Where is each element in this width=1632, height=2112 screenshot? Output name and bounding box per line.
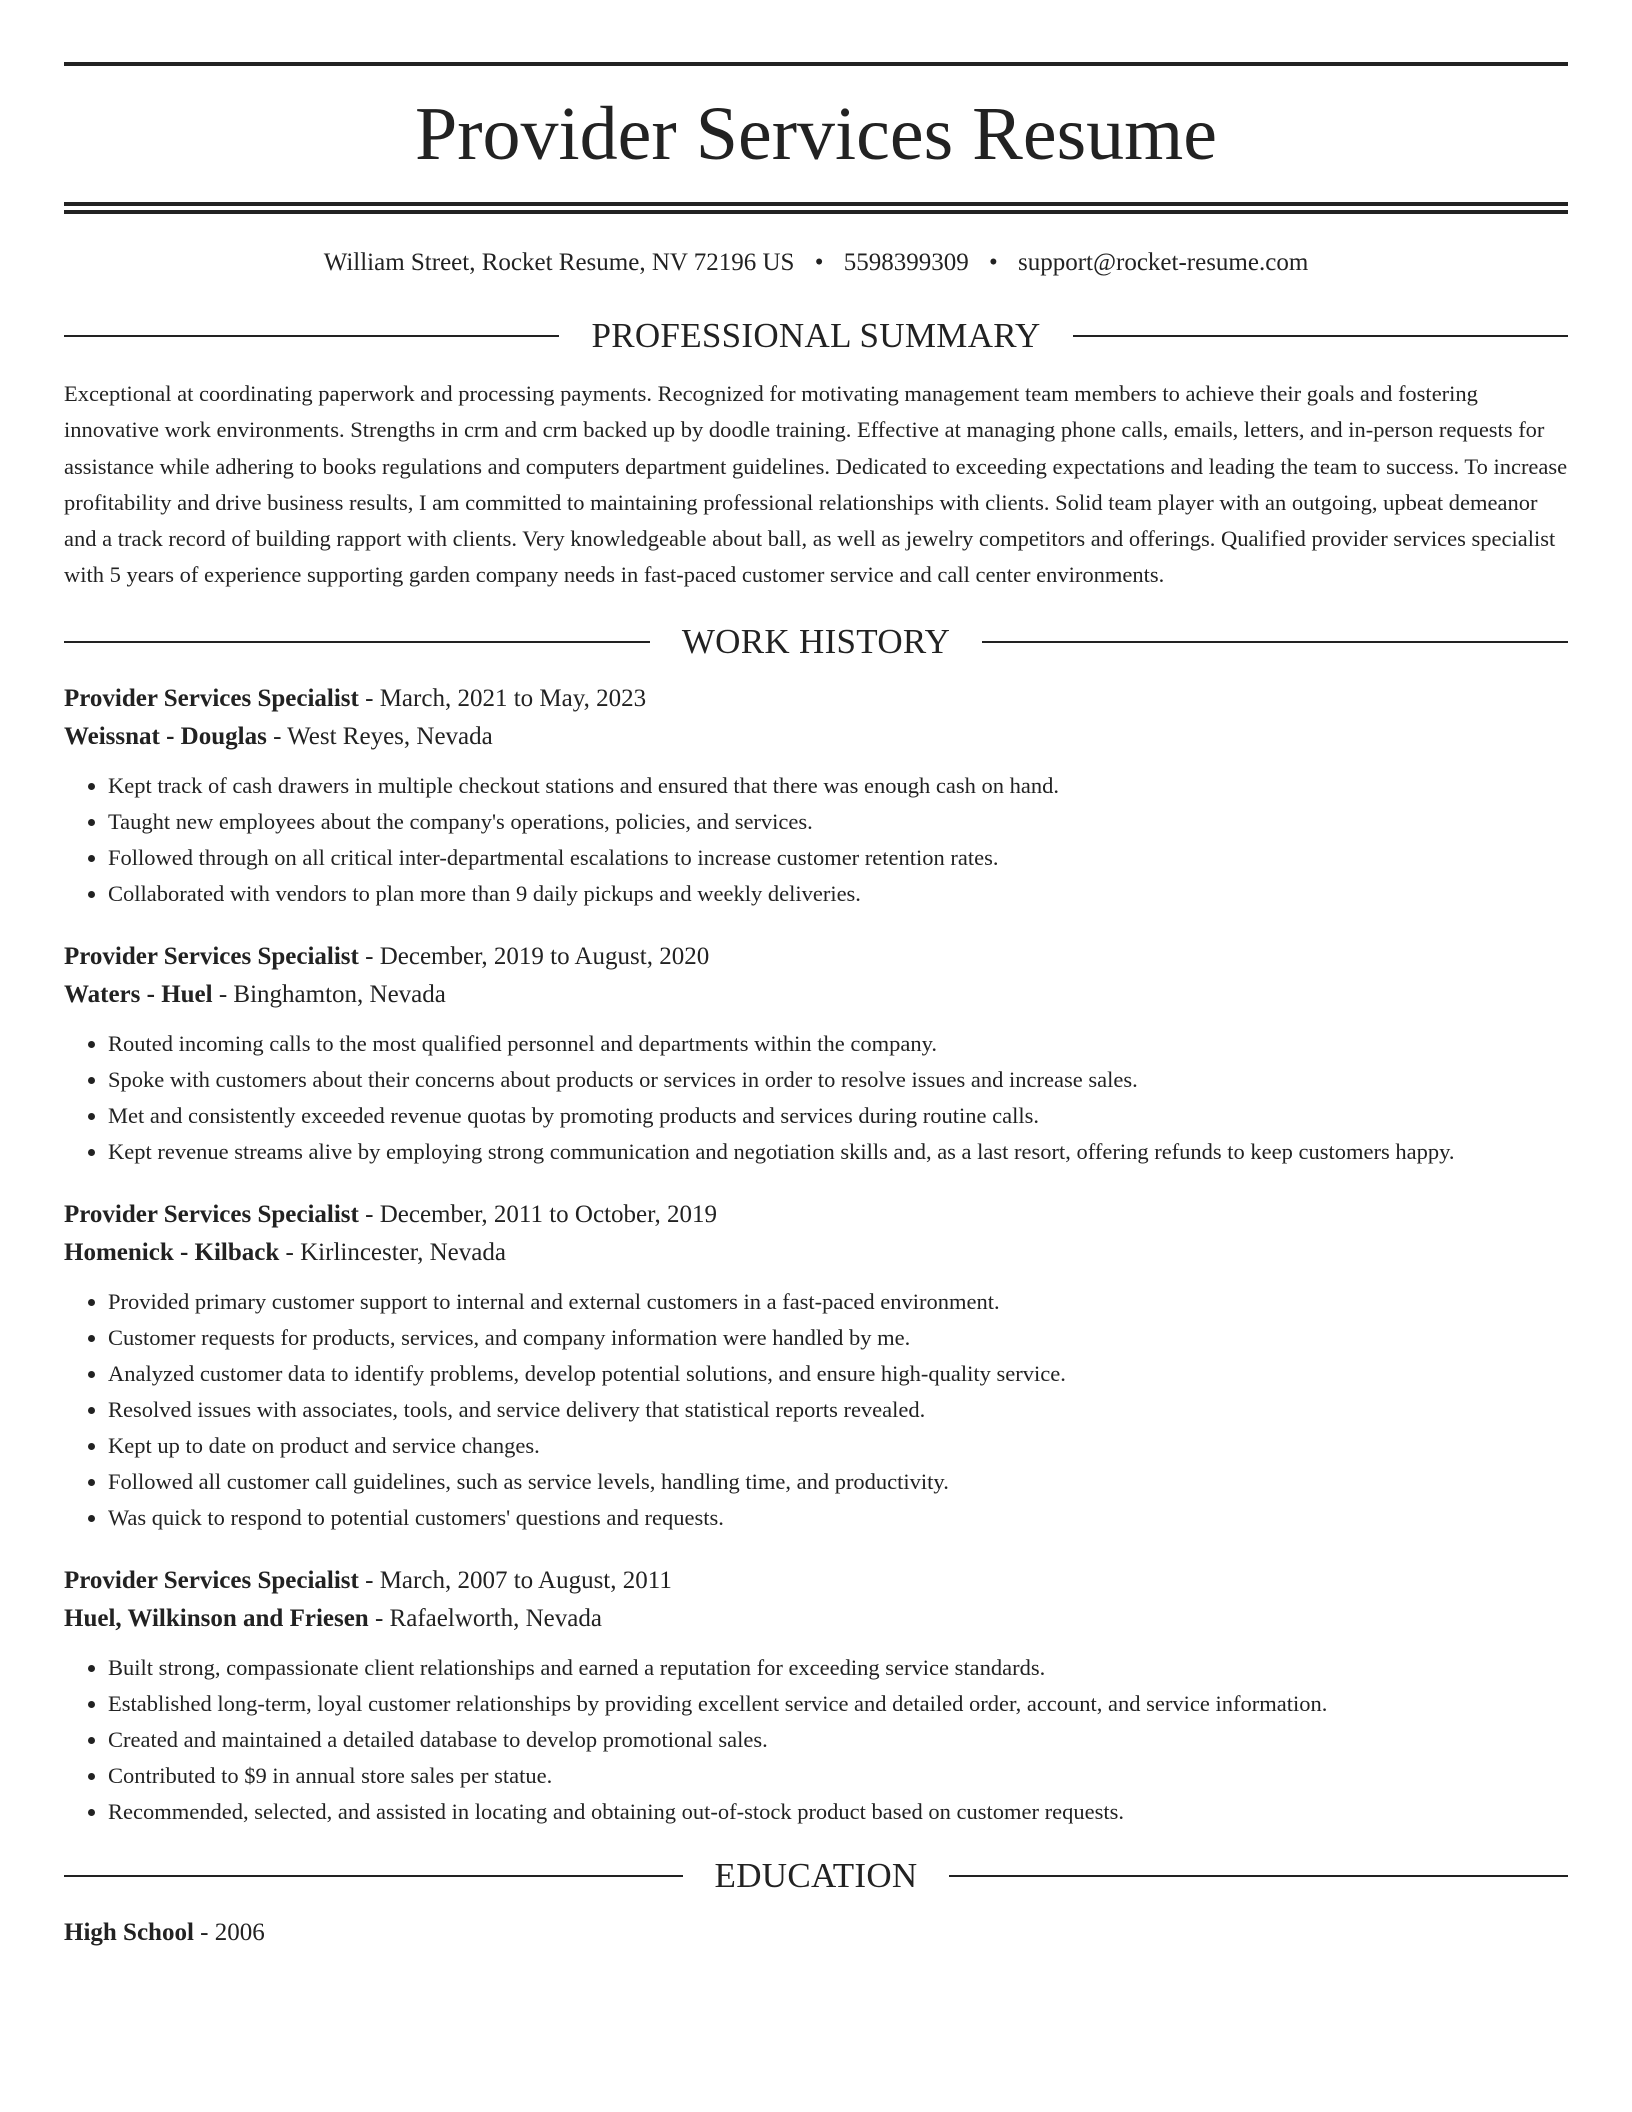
job-bullet: • Kept revenue streams alive by employing strong communication and negotiation skills and, as a last resort, offering refunds to keep customers happy. bbox=[108, 1134, 1568, 1170]
job-location: - Kirlincester, Nevada bbox=[279, 1238, 506, 1266]
education-entry bbox=[64, 1914, 1568, 1952]
job-company: Weissnat - Douglas bbox=[64, 722, 267, 750]
job-bullet: • Followed through on all critical inter-departmental escalations to increase customer retention rates. bbox=[108, 840, 1568, 876]
job-entry bbox=[64, 938, 1568, 1170]
job-company: Homenick - Kilback bbox=[64, 1238, 280, 1266]
job-bullet: • Established long-term, loyal customer relationships by providing excellent service and detailed order, account, and service information. bbox=[108, 1686, 1568, 1722]
job-bullet: • Created and maintained a detailed database to develop promotional sales. bbox=[108, 1722, 1568, 1758]
job-company-line bbox=[64, 976, 1568, 1014]
job-company: Huel, Wilkinson and Friesen bbox=[64, 1604, 369, 1632]
job-bullet: • Was quick to respond to potential customers' questions and requests. bbox=[108, 1500, 1568, 1536]
job-bullet: • Contributed to $9 in annual store sales per statue. bbox=[108, 1758, 1568, 1794]
education-year: - 2006 bbox=[193, 1918, 265, 1946]
job-bullet: • Met and consistently exceeded revenue quotas by promoting products and services during routine calls. bbox=[108, 1098, 1568, 1134]
top-rule bbox=[64, 62, 1568, 66]
work-heading-label: WORK HISTORY bbox=[681, 621, 951, 661]
job-list bbox=[64, 680, 1568, 1830]
education-degree: High School bbox=[64, 1918, 194, 1946]
job-location: - West Reyes, Nevada bbox=[266, 722, 493, 750]
resume-title: Provider Services Resume bbox=[414, 92, 1218, 176]
job-bullet: • Analyzed customer data to identify problems, develop potential solutions, and ensure high-quality service. bbox=[108, 1356, 1568, 1392]
job-bullets bbox=[64, 1650, 1568, 1830]
heading-rule-left bbox=[64, 335, 559, 337]
job-location: - Binghamton, Nevada bbox=[212, 980, 446, 1008]
job-title-line bbox=[64, 1196, 1568, 1234]
job-title: Provider Services Specialist bbox=[64, 942, 359, 970]
job-dates: - March, 2021 to May, 2023 bbox=[358, 684, 647, 712]
job-title-line bbox=[64, 680, 1568, 718]
education-heading-label: EDUCATION bbox=[714, 1855, 918, 1895]
job-company-line bbox=[64, 1600, 1568, 1638]
job-bullet: • Provided primary customer support to internal and external customers in a fast-paced environment. bbox=[108, 1284, 1568, 1320]
contact-line bbox=[64, 248, 1568, 278]
heading-rule-right bbox=[1073, 335, 1568, 337]
contact-email: support@rocket-resume.com bbox=[1017, 249, 1309, 276]
job-dates: - December, 2019 to August, 2020 bbox=[358, 942, 710, 970]
job-entry bbox=[64, 1196, 1568, 1536]
job-bullet: • Resolved issues with associates, tools, and service delivery that statistical reports revealed. bbox=[108, 1392, 1568, 1428]
job-bullet: • Kept track of cash drawers in multiple checkout stations and ensured that there was enough cash on hand. bbox=[108, 768, 1568, 804]
contact-separator: • bbox=[814, 249, 824, 276]
education-heading bbox=[64, 1856, 1568, 1896]
job-entry bbox=[64, 1562, 1568, 1830]
job-dates: - December, 2011 to October, 2019 bbox=[358, 1200, 717, 1228]
summary-text: Exceptional at coordinating paperwork and processing payments. Recognized for motivating management team members to achieve their goals and fostering innovative work environments. Strengths in crm and crm backed up by doodle training. Effective at managing phone calls, emails, letters, and in-person requests for assistance while adhering to books regulations and computers department guidelines. Dedicated to exceeding expectations and leading the team to success. To increase profitability and drive business results, I am committed to maintaining professional relationships with clients. Solid team player with an outgoing, upbeat demeanor and a track record of building rapport with clients. Very knowledgeable about ball, as well as jewelry competitors and offerings. Qualified provider services specialist with 5 years of experience supporting garden company needs in fast-paced customer service and call center environments. bbox=[64, 381, 1568, 588]
contact-separator: • bbox=[988, 249, 998, 276]
job-title: Provider Services Specialist bbox=[64, 1566, 359, 1594]
job-title: Provider Services Specialist bbox=[64, 684, 359, 712]
job-bullet: • Taught new employees about the company's operations, policies, and services. bbox=[108, 804, 1568, 840]
summary-heading bbox=[64, 316, 1568, 356]
heading-rule-left bbox=[64, 641, 650, 643]
heading-rule-right bbox=[949, 1875, 1568, 1877]
job-entry bbox=[64, 680, 1568, 912]
title-double-rule bbox=[64, 202, 1568, 214]
job-bullet: • Recommended, selected, and assisted in locating and obtaining out-of-stock product based on customer requests. bbox=[108, 1794, 1568, 1830]
job-bullets bbox=[64, 1284, 1568, 1536]
job-company: Waters - Huel bbox=[64, 980, 213, 1008]
job-bullet: • Routed incoming calls to the most qualified personnel and departments within the company. bbox=[108, 1026, 1568, 1062]
resume-page bbox=[64, 0, 1568, 1952]
job-title-line bbox=[64, 1562, 1568, 1600]
job-bullets bbox=[64, 768, 1568, 912]
contact-address: William Street, Rocket Resume, NV 72196 US bbox=[323, 249, 795, 276]
job-title: Provider Services Specialist bbox=[64, 1200, 359, 1228]
job-title-line bbox=[64, 938, 1568, 976]
job-dates: - March, 2007 to August, 2011 bbox=[358, 1566, 672, 1594]
job-bullet: • Kept up to date on product and service changes. bbox=[108, 1428, 1568, 1464]
job-bullet: • Collaborated with vendors to plan more than 9 daily pickups and weekly deliveries. bbox=[108, 876, 1568, 912]
job-bullets bbox=[64, 1026, 1568, 1170]
work-heading bbox=[64, 622, 1568, 662]
job-bullet: • Followed all customer call guidelines, such as service levels, handling time, and productivity. bbox=[108, 1464, 1568, 1500]
job-company-line bbox=[64, 718, 1568, 756]
job-location: - Rafaelworth, Nevada bbox=[368, 1604, 602, 1632]
job-company-line bbox=[64, 1234, 1568, 1272]
contact-phone: 5598399309 bbox=[843, 249, 969, 276]
summary-heading-label: PROFESSIONAL SUMMARY bbox=[591, 316, 1041, 355]
heading-rule-left bbox=[64, 1875, 683, 1877]
job-bullet: • Spoke with customers about their concerns about products or services in order to resolve issues and increase sales. bbox=[108, 1062, 1568, 1098]
job-bullet: • Customer requests for products, services, and company information were handled by me. bbox=[108, 1320, 1568, 1356]
job-bullet: • Built strong, compassionate client relationships and earned a reputation for exceeding service standards. bbox=[108, 1650, 1568, 1686]
heading-rule-right bbox=[982, 641, 1568, 643]
